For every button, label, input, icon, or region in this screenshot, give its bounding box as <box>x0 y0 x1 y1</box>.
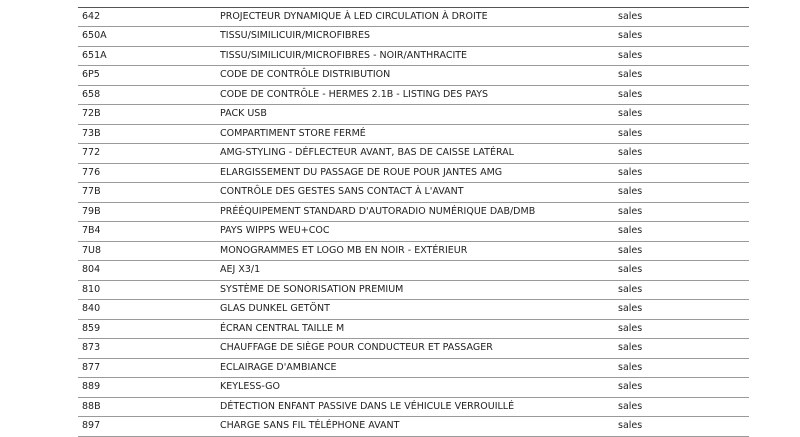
option-description-cell: ELARGISSEMENT DU PASSAGE DE ROUE POUR JANTES AMG <box>216 163 614 183</box>
options-table-body <box>78 0 749 436</box>
table-row <box>78 163 749 183</box>
options-list-page <box>78 0 749 437</box>
table-row <box>78 261 749 281</box>
option-description-cell: PAYS WIPPS WEU+COC <box>216 222 614 242</box>
option-type-cell: sales <box>614 7 749 27</box>
option-type-cell: sales <box>614 417 749 437</box>
option-code-cell: 72B <box>78 105 216 125</box>
option-type-cell: sales <box>614 261 749 281</box>
table-row <box>78 0 749 7</box>
option-description-cell: CODE DE CONTRÔLE DISTRIBUTION <box>216 66 614 86</box>
option-code-cell: 859 <box>78 319 216 339</box>
option-type-cell: sales <box>614 105 749 125</box>
option-description-cell: PRÉÉQUIPEMENT STANDARD D'AUTORADIO NUMÉRIQUE DAB/DMB <box>216 202 614 222</box>
option-code-cell: 658 <box>78 85 216 105</box>
option-code-cell: 7U8 <box>78 241 216 261</box>
option-type-cell: sales <box>614 378 749 398</box>
option-code-cell: 73B <box>78 124 216 144</box>
option-description-cell: AMG-STYLING - DÉFLECTEUR AVANT, BAS DE CAISSE LATÉRAL <box>216 144 614 164</box>
option-description-cell: AEJ X3/1 <box>216 261 614 281</box>
option-description-cell: TISSU/SIMILICUIR/MICROFIBRES <box>216 27 614 47</box>
option-type-cell: sales <box>614 339 749 359</box>
option-code-cell: 650A <box>78 27 216 47</box>
options-table <box>78 0 749 437</box>
table-row <box>78 27 749 47</box>
option-code-cell: 88B <box>78 397 216 417</box>
option-type-cell: sales <box>614 358 749 378</box>
option-description-cell <box>216 0 614 7</box>
option-code-cell: 873 <box>78 339 216 359</box>
table-row <box>78 124 749 144</box>
option-code-cell: 776 <box>78 163 216 183</box>
option-description-cell: SYSTÈME DE SONORISATION PREMIUM <box>216 280 614 300</box>
option-description-cell: ECLAIRAGE D'AMBIANCE <box>216 358 614 378</box>
table-row <box>78 7 749 27</box>
option-description-cell: DÉTECTION ENFANT PASSIVE DANS LE VÉHICULE VERROUILLÉ <box>216 397 614 417</box>
option-code-cell: 7B4 <box>78 222 216 242</box>
option-description-cell: CHAUFFAGE DE SIÈGE POUR CONDUCTEUR ET PASSAGER <box>216 339 614 359</box>
option-code-cell: 804 <box>78 261 216 281</box>
option-description-cell: ÉCRAN CENTRAL TAILLE M <box>216 319 614 339</box>
option-description-cell: COMPARTIMENT STORE FERMÉ <box>216 124 614 144</box>
option-type-cell: sales <box>614 66 749 86</box>
table-row <box>78 241 749 261</box>
table-row <box>78 66 749 86</box>
table-row <box>78 358 749 378</box>
option-code-cell: 651A <box>78 46 216 66</box>
option-description-cell: PROJECTEUR DYNAMIQUE À LED CIRCULATION À DROITE <box>216 7 614 27</box>
table-row <box>78 46 749 66</box>
option-code-cell: 840 <box>78 300 216 320</box>
option-type-cell: sales <box>614 85 749 105</box>
option-code-cell: 77B <box>78 183 216 203</box>
option-description-cell: TISSU/SIMILICUIR/MICROFIBRES - NOIR/ANTHRACITE <box>216 46 614 66</box>
option-type-cell: sales <box>614 46 749 66</box>
table-row <box>78 85 749 105</box>
option-type-cell: sales <box>614 300 749 320</box>
option-code-cell: 6P5 <box>78 66 216 86</box>
option-code-cell: 897 <box>78 417 216 437</box>
option-description-cell: CONTRÔLE DES GESTES SANS CONTACT À L'AVANT <box>216 183 614 203</box>
option-type-cell: sales <box>614 397 749 417</box>
table-row <box>78 300 749 320</box>
option-type-cell: sales <box>614 202 749 222</box>
table-row <box>78 417 749 437</box>
option-type-cell: sales <box>614 222 749 242</box>
table-row <box>78 222 749 242</box>
option-code-cell: 642 <box>78 7 216 27</box>
option-type-cell: sales <box>614 183 749 203</box>
option-description-cell: GLAS DUNKEL GETÖNT <box>216 300 614 320</box>
option-code-cell: 877 <box>78 358 216 378</box>
table-row <box>78 144 749 164</box>
option-type-cell: sales <box>614 163 749 183</box>
table-row <box>78 202 749 222</box>
option-code-cell: 79B <box>78 202 216 222</box>
option-code-cell <box>78 0 216 7</box>
option-description-cell: PACK USB <box>216 105 614 125</box>
table-row <box>78 280 749 300</box>
option-code-cell: 810 <box>78 280 216 300</box>
option-description-cell: CHARGE SANS FIL TÉLÉPHONE AVANT <box>216 417 614 437</box>
table-row <box>78 397 749 417</box>
option-type-cell: sales <box>614 241 749 261</box>
option-description-cell: CODE DE CONTRÔLE - HERMES 2.1B - LISTING DES PAYS <box>216 85 614 105</box>
option-type-cell: sales <box>614 124 749 144</box>
option-description-cell: MONOGRAMMES ET LOGO MB EN NOIR - EXTÉRIEUR <box>216 241 614 261</box>
table-row <box>78 339 749 359</box>
table-row <box>78 378 749 398</box>
option-type-cell: sales <box>614 319 749 339</box>
option-type-cell: sales <box>614 27 749 47</box>
table-row <box>78 183 749 203</box>
table-row <box>78 105 749 125</box>
option-code-cell: 889 <box>78 378 216 398</box>
table-row <box>78 319 749 339</box>
option-type-cell: sales <box>614 280 749 300</box>
option-code-cell: 772 <box>78 144 216 164</box>
option-type-cell: sales <box>614 144 749 164</box>
option-type-cell <box>614 0 749 7</box>
option-description-cell: KEYLESS-GO <box>216 378 614 398</box>
